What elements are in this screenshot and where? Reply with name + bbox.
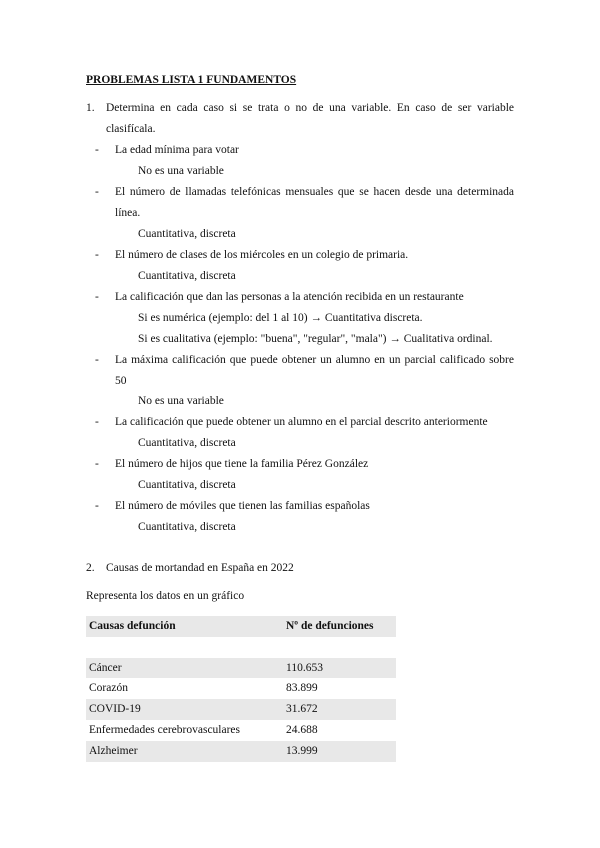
question-item bbox=[95, 140, 514, 161]
question-item bbox=[95, 496, 514, 517]
bullet-dash: - bbox=[95, 458, 99, 470]
answer-text: Cuantitativa, discreta bbox=[138, 521, 236, 533]
table-cell-deaths: 110.653 bbox=[283, 658, 396, 679]
bullet-dash: - bbox=[95, 144, 99, 156]
table-cell-deaths: 24.688 bbox=[286, 723, 318, 736]
bullet-dash: - bbox=[95, 291, 99, 303]
table-cell-deaths: 13.999 bbox=[283, 741, 396, 762]
document-title: PROBLEMAS LISTA 1 FUNDAMENTOS bbox=[86, 74, 297, 86]
problem-2-text: Causas de mortandad en España en 2022 bbox=[106, 562, 294, 574]
question-text: El número de hijos que tiene la familia Pérez González bbox=[115, 458, 369, 470]
table-header-row bbox=[86, 616, 396, 637]
question-text: La máxima calificación que puede obtener un alumno en un parcial calificado sobre 50 bbox=[115, 354, 514, 387]
question-item bbox=[95, 245, 514, 266]
problem-2-intro: Representa los datos en un gráfico bbox=[86, 590, 245, 602]
question-text: La calificación que puede obtener un alumno en el parcial descrito anteriormente bbox=[115, 416, 488, 428]
deaths-table bbox=[86, 616, 396, 762]
answer-text: Cuantitativa, discreta bbox=[138, 437, 236, 449]
problem-1-number: 1. bbox=[86, 102, 95, 114]
answer-text: No es una variable bbox=[138, 395, 224, 407]
question-text: El número de llamadas telefónicas mensuales que se hacen desde una determinada línea. bbox=[115, 186, 514, 219]
problem-2 bbox=[86, 558, 514, 579]
question-item bbox=[95, 350, 514, 392]
question-item bbox=[95, 454, 514, 475]
column-header-cause: Causas defunción bbox=[86, 616, 283, 637]
table-cell-cause: COVID-19 bbox=[86, 699, 283, 720]
table-row bbox=[86, 678, 396, 699]
table-row bbox=[86, 741, 396, 762]
table-cell-deaths: 31.672 bbox=[283, 699, 396, 720]
question-text: El número de clases de los miércoles en un colegio de primaria. bbox=[115, 249, 409, 261]
bullet-dash: - bbox=[95, 416, 99, 428]
table-cell-cause: Corazón bbox=[89, 682, 128, 695]
bullet-dash: - bbox=[95, 249, 99, 261]
problem-1 bbox=[86, 98, 514, 140]
table-spacer-row bbox=[86, 637, 396, 658]
table-cell-cause: Cáncer bbox=[86, 658, 283, 679]
question-item bbox=[95, 412, 514, 433]
answer-text: Si es cualitativa (ejemplo: "buena", "regular", "mala") → Cualitativa ordinal. bbox=[138, 333, 493, 345]
question-text: El número de móviles que tienen las familias españolas bbox=[115, 500, 370, 512]
question-text: La edad mínima para votar bbox=[115, 144, 239, 156]
table-row bbox=[86, 720, 396, 741]
table-row bbox=[86, 658, 396, 679]
answer-text: Cuantitativa, discreta bbox=[138, 228, 236, 240]
problem-2-number: 2. bbox=[86, 562, 95, 574]
table-row bbox=[86, 699, 396, 720]
answer-text: Cuantitativa, discreta bbox=[138, 270, 236, 282]
problem-1-text: Determina en cada caso si se trata o no de una variable. En caso de ser variable clasifícala. bbox=[106, 102, 514, 135]
table-cell-cause: Alzheimer bbox=[86, 741, 283, 762]
column-header-deaths: Nº de defunciones bbox=[283, 616, 396, 637]
bullet-dash: - bbox=[95, 186, 99, 198]
bullet-dash: - bbox=[95, 500, 99, 512]
answer-text: No es una variable bbox=[138, 165, 224, 177]
question-text: La calificación que dan las personas a la atención recibida en un restaurante bbox=[115, 291, 464, 303]
question-item bbox=[95, 287, 514, 308]
answer-text: Si es numérica (ejemplo: del 1 al 10) → Cuantitativa discreta. bbox=[138, 312, 423, 324]
table-cell-cause: Enfermedades cerebrovasculares bbox=[89, 723, 241, 736]
bullet-dash: - bbox=[95, 354, 99, 366]
question-item bbox=[95, 182, 514, 224]
answer-text: Cuantitativa, discreta bbox=[138, 479, 236, 491]
table-cell-deaths: 83.899 bbox=[286, 682, 318, 695]
